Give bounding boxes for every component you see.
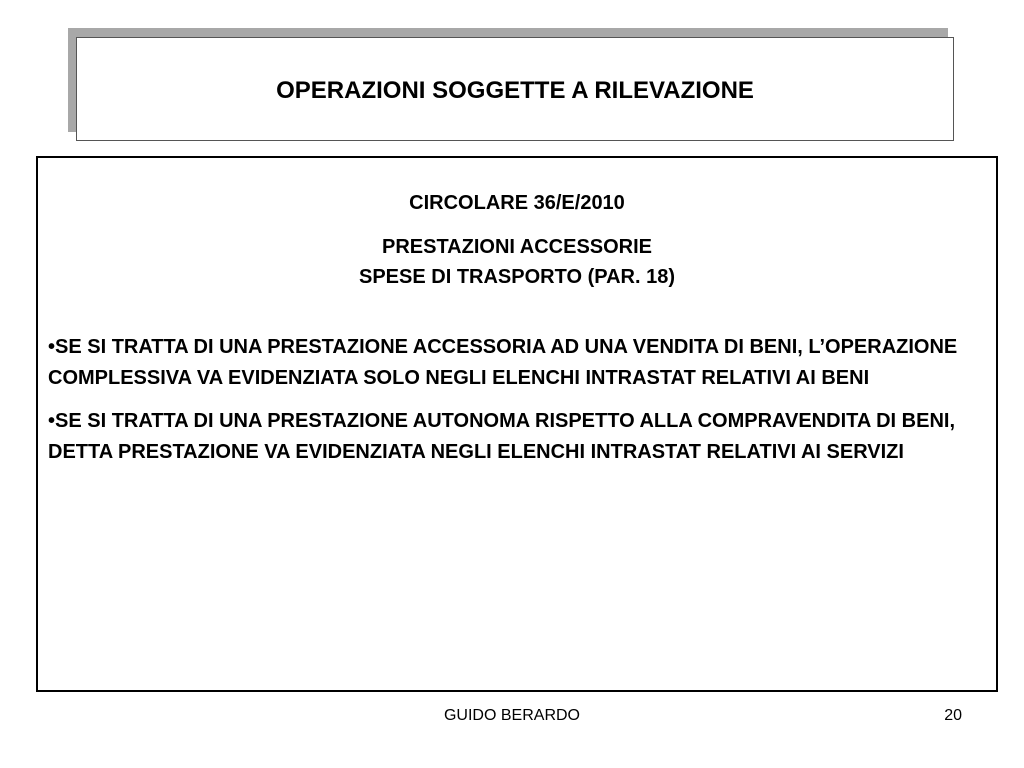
- bullet-item-1: •SE SI TRATTA DI UNA PRESTAZIONE ACCESSORIA AD UNA VENDITA DI BENI, L’OPERAZIONE COMPLESSIVA VA EVIDENZIATA SOLO NEGLI ELENCHI INTRASTAT RELATIVI AI BENI: [48, 336, 958, 389]
- title-box: [76, 37, 954, 141]
- subtitle-prestazioni: PRESTAZIONI ACCESSORIE: [381, 236, 653, 258]
- content-box: [36, 156, 998, 692]
- subtitle-spese: SPESE DI TRASPORTO (PAR. 18): [359, 266, 675, 288]
- slide-title: OPERAZIONI SOGGETTE A RILEVAZIONE: [276, 77, 754, 104]
- page-number: 20: [944, 707, 962, 724]
- bullet-item-2: •SE SI TRATTA DI UNA PRESTAZIONE AUTONOMA RISPETTO ALLA COMPRAVENDITA DI BENI, DETTA PRESTAZIONE VA EVIDENZIATA NEGLI ELENCHI INTRASTAT RELATIVI AI SERVIZI: [48, 410, 956, 463]
- footer-author: GUIDO BERARDO: [443, 707, 580, 724]
- circolare-heading: CIRCOLARE 36/E/2010: [409, 192, 625, 214]
